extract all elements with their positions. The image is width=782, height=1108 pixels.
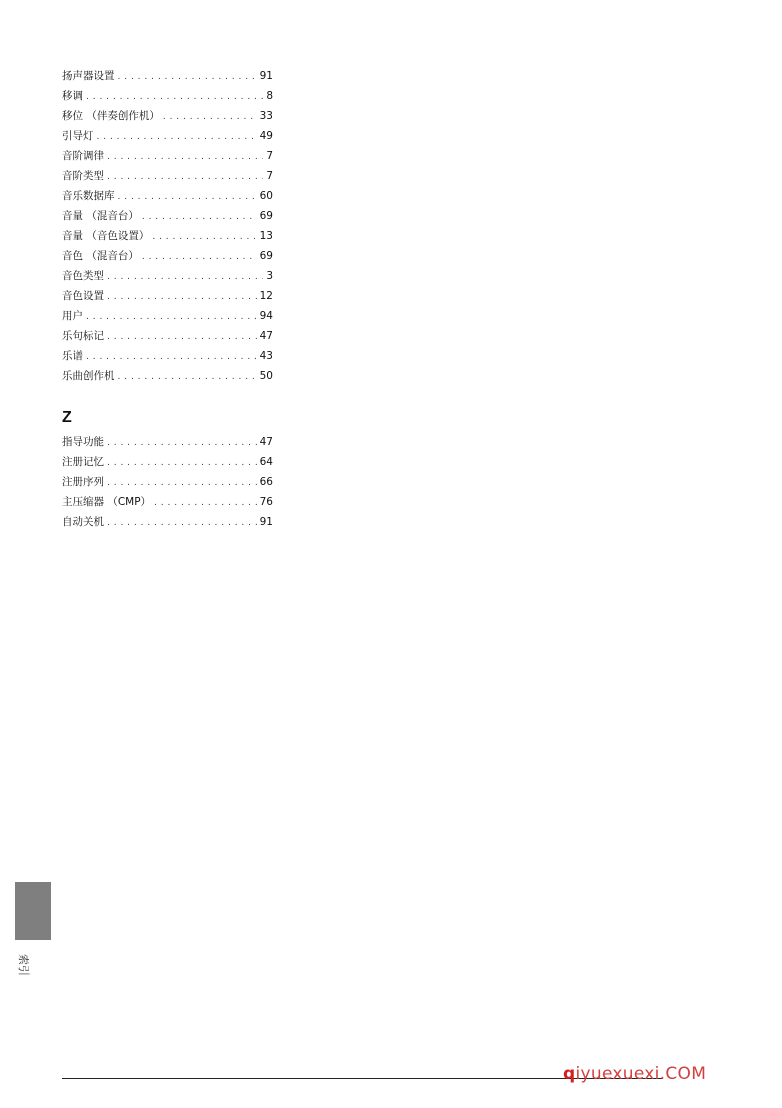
index-term: 乐谱 xyxy=(62,350,83,362)
dot-leader xyxy=(107,433,257,453)
side-tab xyxy=(15,882,51,940)
index-entry xyxy=(62,472,273,492)
dot-leader xyxy=(107,267,263,287)
dot-leader xyxy=(107,453,257,473)
index-term: 音阶调律 xyxy=(62,150,104,162)
index-entry xyxy=(62,126,273,146)
dot-leader xyxy=(152,227,256,247)
index-entry xyxy=(62,186,273,206)
index-page-number: 13 xyxy=(259,230,273,242)
index-entry xyxy=(62,512,273,532)
index-term: 音乐数据库 xyxy=(62,190,115,202)
index-page-number: 49 xyxy=(259,130,273,142)
index-term: 乐句标记 xyxy=(62,330,104,342)
index-page-number: 33 xyxy=(259,110,273,122)
index-page-number: 12 xyxy=(259,290,273,302)
index-term: 主压缩器 （CMP） xyxy=(62,496,152,508)
dot-leader xyxy=(107,513,257,533)
section-letter-z: Z xyxy=(62,409,72,426)
index-entry xyxy=(62,366,273,386)
index-entry xyxy=(62,306,273,326)
index-page-number: 69 xyxy=(259,250,273,262)
index-term: 扬声器设置 xyxy=(62,70,115,82)
index-entry xyxy=(62,266,273,286)
index-entry xyxy=(62,106,273,126)
dot-leader xyxy=(86,347,257,367)
index-term: 音阶类型 xyxy=(62,170,104,182)
index-term: 移调 xyxy=(62,90,83,102)
index-entry xyxy=(62,206,273,226)
dot-leader xyxy=(154,493,257,513)
index-entry xyxy=(62,432,273,452)
dot-leader xyxy=(142,207,257,227)
index-term: 用户 xyxy=(62,310,83,322)
index-entry xyxy=(62,286,273,306)
index-page-number: 47 xyxy=(259,436,273,448)
index-term: 音量 （音色设置） xyxy=(62,230,150,242)
index-page-number: 91 xyxy=(259,516,273,528)
index-entry xyxy=(62,86,273,106)
index-term: 音量 （混音台） xyxy=(62,210,139,222)
dot-leader xyxy=(107,473,257,493)
index-entry xyxy=(62,492,273,512)
index-page-number: 50 xyxy=(259,370,273,382)
index-page-number: 64 xyxy=(259,456,273,468)
index-entry xyxy=(62,452,273,472)
index-entry xyxy=(62,166,273,186)
index-page-number: 3 xyxy=(266,270,273,282)
side-tab-label: 索引 xyxy=(17,954,30,976)
index-page-number: 8 xyxy=(266,90,273,102)
index-term: 指导功能 xyxy=(62,436,104,448)
dot-leader xyxy=(107,147,263,167)
dot-leader xyxy=(163,107,257,127)
index-page-number: 66 xyxy=(259,476,273,488)
dot-leader xyxy=(118,367,257,387)
index-term: 注册序列 xyxy=(62,476,104,488)
index-entry xyxy=(62,226,273,246)
dot-leader xyxy=(142,247,257,267)
dot-leader xyxy=(86,87,263,107)
dot-leader xyxy=(107,287,257,307)
index-term: 引导灯 xyxy=(62,130,94,142)
index-page-number: 69 xyxy=(259,210,273,222)
index-list-z xyxy=(62,432,273,532)
dot-leader xyxy=(118,187,257,207)
index-entry xyxy=(62,66,273,86)
index-page-number: 76 xyxy=(259,496,273,508)
dot-leader xyxy=(86,307,257,327)
dot-leader xyxy=(107,167,263,187)
site-watermark xyxy=(563,1064,706,1084)
index-entry xyxy=(62,246,273,266)
watermark-text: iyuexuexi.COM xyxy=(575,1064,707,1084)
dot-leader xyxy=(97,127,257,147)
dot-leader xyxy=(107,327,257,347)
index-term: 自动关机 xyxy=(62,516,104,528)
index-term: 注册记忆 xyxy=(62,456,104,468)
index-page-number: 94 xyxy=(259,310,273,322)
index-page-number: 47 xyxy=(259,330,273,342)
index-page-number: 7 xyxy=(266,150,273,162)
index-page-number: 91 xyxy=(259,70,273,82)
index-term: 移位 （伴奏创作机） xyxy=(62,110,160,122)
index-entry xyxy=(62,346,273,366)
index-term: 音色类型 xyxy=(62,270,104,282)
index-entry xyxy=(62,146,273,166)
watermark-lead: q xyxy=(563,1064,576,1084)
index-term: 音色 （混音台） xyxy=(62,250,139,262)
index-page-number: 43 xyxy=(259,350,273,362)
index-list-top xyxy=(62,66,273,386)
index-page-number: 7 xyxy=(266,170,273,182)
index-term: 音色设置 xyxy=(62,290,104,302)
index-page-number: 60 xyxy=(259,190,273,202)
dot-leader xyxy=(118,67,257,87)
index-term: 乐曲创作机 xyxy=(62,370,115,382)
index-entry xyxy=(62,326,273,346)
